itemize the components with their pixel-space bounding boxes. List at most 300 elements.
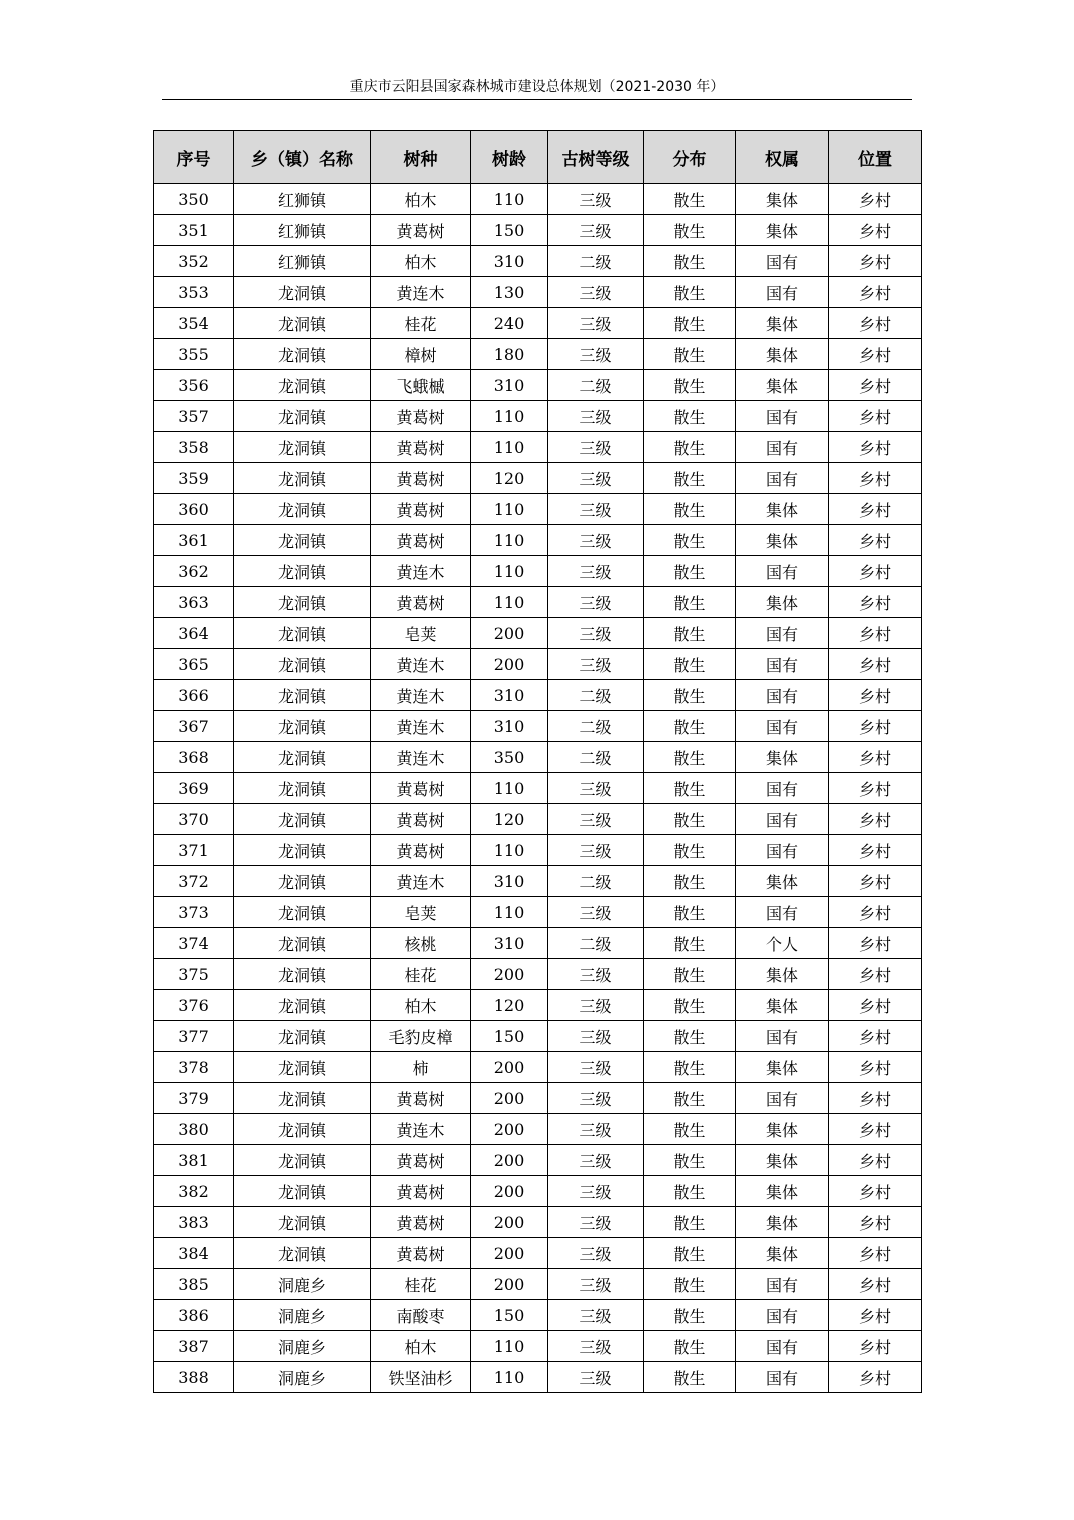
cell-species: 黄葛树 (371, 1207, 471, 1238)
column-header-seq: 序号 (154, 131, 234, 184)
cell-township: 龙洞镇 (234, 525, 371, 556)
column-header-distribution: 分布 (644, 131, 736, 184)
cell-distribution: 散生 (644, 1362, 736, 1393)
cell-grade: 三级 (548, 184, 644, 215)
cell-seq: 373 (154, 897, 234, 928)
cell-location: 乡村 (829, 1083, 922, 1114)
cell-location: 乡村 (829, 587, 922, 618)
cell-distribution: 散生 (644, 711, 736, 742)
cell-age: 310 (471, 866, 548, 897)
cell-distribution: 散生 (644, 370, 736, 401)
cell-species: 黄葛树 (371, 432, 471, 463)
cell-grade: 三级 (548, 959, 644, 990)
cell-species: 核桃 (371, 928, 471, 959)
table-row (154, 370, 922, 401)
table-row (154, 246, 922, 277)
cell-seq: 370 (154, 804, 234, 835)
cell-ownership: 个人 (736, 928, 829, 959)
cell-township: 洞鹿乡 (234, 1362, 371, 1393)
cell-grade: 三级 (548, 525, 644, 556)
cell-grade: 三级 (548, 587, 644, 618)
cell-distribution: 散生 (644, 494, 736, 525)
table-row (154, 525, 922, 556)
cell-distribution: 散生 (644, 959, 736, 990)
cell-age: 200 (471, 1114, 548, 1145)
cell-location: 乡村 (829, 1145, 922, 1176)
cell-location: 乡村 (829, 959, 922, 990)
cell-ownership: 国有 (736, 1362, 829, 1393)
cell-species: 黄葛树 (371, 804, 471, 835)
cell-grade: 三级 (548, 773, 644, 804)
cell-age: 310 (471, 928, 548, 959)
cell-seq: 352 (154, 246, 234, 277)
cell-distribution: 散生 (644, 215, 736, 246)
cell-distribution: 散生 (644, 1052, 736, 1083)
cell-ownership: 集体 (736, 1052, 829, 1083)
cell-ownership: 国有 (736, 1300, 829, 1331)
cell-distribution: 散生 (644, 680, 736, 711)
cell-distribution: 散生 (644, 897, 736, 928)
table-row (154, 308, 922, 339)
cell-age: 120 (471, 463, 548, 494)
table-row (154, 1145, 922, 1176)
cell-age: 180 (471, 339, 548, 370)
cell-seq: 387 (154, 1331, 234, 1362)
cell-seq: 363 (154, 587, 234, 618)
cell-grade: 三级 (548, 494, 644, 525)
table-row (154, 215, 922, 246)
cell-grade: 三级 (548, 1331, 644, 1362)
cell-species: 黄葛树 (371, 1145, 471, 1176)
cell-seq: 384 (154, 1238, 234, 1269)
ancient-trees-table (153, 130, 922, 1393)
cell-grade: 三级 (548, 1145, 644, 1176)
cell-ownership: 国有 (736, 835, 829, 866)
table-row (154, 1331, 922, 1362)
cell-species: 黄连木 (371, 277, 471, 308)
cell-distribution: 散生 (644, 1300, 736, 1331)
cell-ownership: 国有 (736, 1331, 829, 1362)
column-header-location: 位置 (829, 131, 922, 184)
cell-township: 龙洞镇 (234, 649, 371, 680)
cell-seq: 357 (154, 401, 234, 432)
cell-age: 150 (471, 1021, 548, 1052)
cell-seq: 371 (154, 835, 234, 866)
cell-location: 乡村 (829, 1300, 922, 1331)
cell-age: 200 (471, 1269, 548, 1300)
cell-species: 黄连木 (371, 1114, 471, 1145)
cell-seq: 361 (154, 525, 234, 556)
cell-location: 乡村 (829, 215, 922, 246)
cell-age: 110 (471, 1331, 548, 1362)
cell-ownership: 国有 (736, 773, 829, 804)
cell-distribution: 散生 (644, 742, 736, 773)
cell-ownership: 国有 (736, 463, 829, 494)
cell-seq: 350 (154, 184, 234, 215)
cell-grade: 二级 (548, 742, 644, 773)
cell-species: 毛豹皮樟 (371, 1021, 471, 1052)
cell-ownership: 国有 (736, 711, 829, 742)
cell-grade: 三级 (548, 432, 644, 463)
cell-township: 龙洞镇 (234, 835, 371, 866)
cell-age: 350 (471, 742, 548, 773)
column-header-grade: 古树等级 (548, 131, 644, 184)
cell-species: 南酸枣 (371, 1300, 471, 1331)
cell-grade: 三级 (548, 897, 644, 928)
cell-location: 乡村 (829, 339, 922, 370)
cell-location: 乡村 (829, 525, 922, 556)
cell-distribution: 散生 (644, 556, 736, 587)
cell-grade: 三级 (548, 339, 644, 370)
cell-location: 乡村 (829, 866, 922, 897)
cell-ownership: 集体 (736, 525, 829, 556)
cell-location: 乡村 (829, 618, 922, 649)
cell-age: 240 (471, 308, 548, 339)
cell-distribution: 散生 (644, 1238, 736, 1269)
cell-species: 飞蛾槭 (371, 370, 471, 401)
cell-distribution: 散生 (644, 1176, 736, 1207)
cell-township: 龙洞镇 (234, 339, 371, 370)
cell-age: 310 (471, 680, 548, 711)
table-row (154, 897, 922, 928)
cell-age: 110 (471, 525, 548, 556)
cell-ownership: 集体 (736, 1114, 829, 1145)
cell-grade: 三级 (548, 1207, 644, 1238)
cell-ownership: 国有 (736, 618, 829, 649)
cell-ownership: 集体 (736, 184, 829, 215)
cell-age: 110 (471, 773, 548, 804)
cell-distribution: 散生 (644, 928, 736, 959)
cell-location: 乡村 (829, 556, 922, 587)
cell-ownership: 国有 (736, 804, 829, 835)
cell-grade: 三级 (548, 1300, 644, 1331)
cell-age: 310 (471, 246, 548, 277)
cell-species: 黄连木 (371, 680, 471, 711)
table-row (154, 1083, 922, 1114)
cell-seq: 378 (154, 1052, 234, 1083)
cell-seq: 360 (154, 494, 234, 525)
cell-ownership: 国有 (736, 649, 829, 680)
cell-seq: 380 (154, 1114, 234, 1145)
cell-ownership: 集体 (736, 959, 829, 990)
cell-seq: 364 (154, 618, 234, 649)
cell-grade: 三级 (548, 1052, 644, 1083)
cell-distribution: 散生 (644, 618, 736, 649)
cell-seq: 358 (154, 432, 234, 463)
cell-seq: 369 (154, 773, 234, 804)
table-row (154, 556, 922, 587)
cell-seq: 355 (154, 339, 234, 370)
cell-species: 柏木 (371, 246, 471, 277)
cell-ownership: 国有 (736, 401, 829, 432)
cell-age: 200 (471, 1176, 548, 1207)
cell-distribution: 散生 (644, 525, 736, 556)
cell-township: 龙洞镇 (234, 804, 371, 835)
cell-species: 黄连木 (371, 711, 471, 742)
cell-grade: 二级 (548, 866, 644, 897)
cell-age: 150 (471, 215, 548, 246)
cell-grade: 三级 (548, 1269, 644, 1300)
cell-distribution: 散生 (644, 401, 736, 432)
cell-distribution: 散生 (644, 1021, 736, 1052)
cell-distribution: 散生 (644, 184, 736, 215)
cell-township: 龙洞镇 (234, 463, 371, 494)
table-header-row (154, 131, 922, 184)
cell-age: 200 (471, 1207, 548, 1238)
cell-ownership: 集体 (736, 587, 829, 618)
cell-age: 110 (471, 1362, 548, 1393)
cell-age: 120 (471, 990, 548, 1021)
table-row (154, 339, 922, 370)
cell-seq: 362 (154, 556, 234, 587)
cell-grade: 三级 (548, 215, 644, 246)
cell-grade: 三级 (548, 990, 644, 1021)
cell-species: 黄葛树 (371, 835, 471, 866)
cell-seq: 368 (154, 742, 234, 773)
cell-grade: 三级 (548, 649, 644, 680)
cell-seq: 381 (154, 1145, 234, 1176)
table-row (154, 742, 922, 773)
cell-species: 桂花 (371, 1269, 471, 1300)
table-body (154, 184, 922, 1393)
cell-age: 200 (471, 1052, 548, 1083)
cell-ownership: 集体 (736, 1207, 829, 1238)
cell-township: 龙洞镇 (234, 556, 371, 587)
cell-seq: 354 (154, 308, 234, 339)
cell-township: 龙洞镇 (234, 711, 371, 742)
cell-grade: 二级 (548, 370, 644, 401)
cell-location: 乡村 (829, 804, 922, 835)
cell-seq: 388 (154, 1362, 234, 1393)
cell-location: 乡村 (829, 246, 922, 277)
cell-age: 200 (471, 1238, 548, 1269)
cell-seq: 386 (154, 1300, 234, 1331)
cell-species: 黄葛树 (371, 587, 471, 618)
cell-distribution: 散生 (644, 990, 736, 1021)
cell-grade: 三级 (548, 1362, 644, 1393)
cell-seq: 367 (154, 711, 234, 742)
cell-distribution: 散生 (644, 463, 736, 494)
cell-species: 黄连木 (371, 866, 471, 897)
cell-species: 黄葛树 (371, 463, 471, 494)
cell-age: 310 (471, 370, 548, 401)
cell-seq: 382 (154, 1176, 234, 1207)
cell-distribution: 散生 (644, 773, 736, 804)
cell-distribution: 散生 (644, 308, 736, 339)
cell-ownership: 集体 (736, 494, 829, 525)
cell-age: 110 (471, 835, 548, 866)
cell-seq: 383 (154, 1207, 234, 1238)
cell-seq: 359 (154, 463, 234, 494)
table-row (154, 1052, 922, 1083)
cell-ownership: 集体 (736, 339, 829, 370)
cell-distribution: 散生 (644, 1207, 736, 1238)
column-header-ownership: 权属 (736, 131, 829, 184)
cell-township: 龙洞镇 (234, 1083, 371, 1114)
cell-age: 150 (471, 1300, 548, 1331)
cell-township: 红狮镇 (234, 246, 371, 277)
cell-distribution: 散生 (644, 339, 736, 370)
cell-age: 120 (471, 804, 548, 835)
cell-township: 龙洞镇 (234, 742, 371, 773)
cell-grade: 三级 (548, 556, 644, 587)
cell-species: 桂花 (371, 959, 471, 990)
cell-grade: 三级 (548, 618, 644, 649)
cell-township: 龙洞镇 (234, 773, 371, 804)
cell-ownership: 集体 (736, 866, 829, 897)
table-row (154, 835, 922, 866)
cell-location: 乡村 (829, 370, 922, 401)
table-row (154, 649, 922, 680)
cell-age: 110 (471, 184, 548, 215)
cell-ownership: 集体 (736, 1145, 829, 1176)
cell-location: 乡村 (829, 1269, 922, 1300)
cell-species: 黄葛树 (371, 1176, 471, 1207)
cell-species: 黄葛树 (371, 494, 471, 525)
cell-township: 龙洞镇 (234, 308, 371, 339)
cell-seq: 379 (154, 1083, 234, 1114)
cell-age: 200 (471, 1145, 548, 1176)
cell-township: 龙洞镇 (234, 1052, 371, 1083)
cell-location: 乡村 (829, 463, 922, 494)
cell-township: 龙洞镇 (234, 959, 371, 990)
table-row (154, 804, 922, 835)
cell-seq: 385 (154, 1269, 234, 1300)
cell-township: 洞鹿乡 (234, 1269, 371, 1300)
cell-age: 310 (471, 711, 548, 742)
cell-age: 200 (471, 649, 548, 680)
cell-seq: 372 (154, 866, 234, 897)
cell-location: 乡村 (829, 1362, 922, 1393)
table-row (154, 184, 922, 215)
cell-species: 皂荚 (371, 897, 471, 928)
column-header-age: 树龄 (471, 131, 548, 184)
cell-species: 铁坚油杉 (371, 1362, 471, 1393)
cell-grade: 三级 (548, 308, 644, 339)
cell-species: 柏木 (371, 1331, 471, 1362)
cell-grade: 三级 (548, 835, 644, 866)
cell-location: 乡村 (829, 649, 922, 680)
cell-location: 乡村 (829, 835, 922, 866)
cell-species: 黄葛树 (371, 215, 471, 246)
cell-species: 樟树 (371, 339, 471, 370)
cell-age: 110 (471, 897, 548, 928)
cell-distribution: 散生 (644, 1269, 736, 1300)
cell-distribution: 散生 (644, 246, 736, 277)
cell-ownership: 集体 (736, 1176, 829, 1207)
cell-township: 龙洞镇 (234, 990, 371, 1021)
cell-township: 龙洞镇 (234, 1145, 371, 1176)
cell-age: 200 (471, 959, 548, 990)
table-row (154, 959, 922, 990)
table-row (154, 1021, 922, 1052)
cell-species: 黄葛树 (371, 401, 471, 432)
cell-grade: 三级 (548, 1083, 644, 1114)
cell-grade: 三级 (548, 1021, 644, 1052)
cell-location: 乡村 (829, 742, 922, 773)
cell-age: 110 (471, 556, 548, 587)
cell-ownership: 国有 (736, 246, 829, 277)
cell-grade: 二级 (548, 680, 644, 711)
cell-township: 龙洞镇 (234, 1176, 371, 1207)
cell-age: 110 (471, 401, 548, 432)
cell-ownership: 国有 (736, 1269, 829, 1300)
table-row (154, 1114, 922, 1145)
table-row (154, 587, 922, 618)
cell-species: 桂花 (371, 308, 471, 339)
cell-location: 乡村 (829, 990, 922, 1021)
cell-township: 洞鹿乡 (234, 1300, 371, 1331)
cell-ownership: 集体 (736, 742, 829, 773)
cell-species: 黄葛树 (371, 525, 471, 556)
cell-location: 乡村 (829, 680, 922, 711)
cell-ownership: 国有 (736, 1021, 829, 1052)
cell-township: 洞鹿乡 (234, 1331, 371, 1362)
table-row (154, 1176, 922, 1207)
cell-township: 龙洞镇 (234, 680, 371, 711)
cell-township: 龙洞镇 (234, 1114, 371, 1145)
cell-location: 乡村 (829, 897, 922, 928)
cell-location: 乡村 (829, 711, 922, 742)
cell-township: 龙洞镇 (234, 1207, 371, 1238)
cell-distribution: 散生 (644, 432, 736, 463)
table-row (154, 1269, 922, 1300)
cell-grade: 三级 (548, 277, 644, 308)
cell-location: 乡村 (829, 494, 922, 525)
cell-grade: 三级 (548, 1238, 644, 1269)
cell-ownership: 国有 (736, 556, 829, 587)
table-row (154, 618, 922, 649)
table-row (154, 494, 922, 525)
cell-location: 乡村 (829, 184, 922, 215)
cell-seq: 351 (154, 215, 234, 246)
table-row (154, 928, 922, 959)
cell-age: 130 (471, 277, 548, 308)
cell-age: 200 (471, 1083, 548, 1114)
cell-location: 乡村 (829, 1207, 922, 1238)
table-row (154, 1362, 922, 1393)
cell-ownership: 集体 (736, 370, 829, 401)
cell-grade: 三级 (548, 463, 644, 494)
cell-location: 乡村 (829, 308, 922, 339)
table-row (154, 277, 922, 308)
cell-age: 200 (471, 618, 548, 649)
cell-species: 柏木 (371, 184, 471, 215)
cell-distribution: 散生 (644, 866, 736, 897)
cell-township: 龙洞镇 (234, 401, 371, 432)
cell-township: 龙洞镇 (234, 587, 371, 618)
cell-grade: 二级 (548, 711, 644, 742)
cell-distribution: 散生 (644, 277, 736, 308)
cell-location: 乡村 (829, 928, 922, 959)
cell-distribution: 散生 (644, 587, 736, 618)
cell-location: 乡村 (829, 1331, 922, 1362)
cell-ownership: 国有 (736, 680, 829, 711)
cell-location: 乡村 (829, 1114, 922, 1145)
cell-grade: 二级 (548, 928, 644, 959)
cell-township: 龙洞镇 (234, 618, 371, 649)
cell-township: 龙洞镇 (234, 277, 371, 308)
cell-seq: 366 (154, 680, 234, 711)
cell-seq: 377 (154, 1021, 234, 1052)
cell-distribution: 散生 (644, 1145, 736, 1176)
cell-seq: 365 (154, 649, 234, 680)
cell-species: 柏木 (371, 990, 471, 1021)
table-row (154, 1207, 922, 1238)
cell-township: 龙洞镇 (234, 866, 371, 897)
cell-ownership: 集体 (736, 215, 829, 246)
cell-ownership: 集体 (736, 990, 829, 1021)
